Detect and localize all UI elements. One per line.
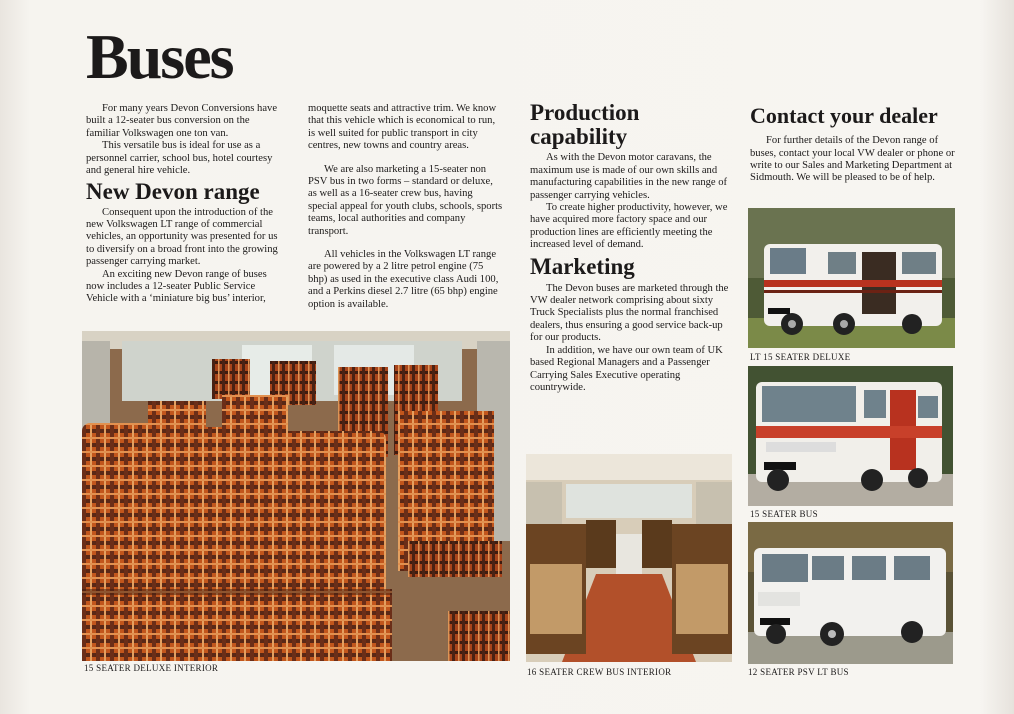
photo-15-seater-bus — [748, 366, 953, 506]
col2-paragraph-2: We are also marketing a 15-seater non PSV bus in two forms – standard or deluxe, as well as a 16-seater crew bus, having special appeal for youth clubs, schools, sports teams, local authorities and company transport. — [308, 163, 503, 237]
photo-15-seater-deluxe-interior — [82, 331, 510, 661]
caption-16-seater-crew-bus-interior: 16 SEATER CREW BUS INTERIOR — [527, 667, 672, 677]
heading-production-2: capability — [530, 124, 628, 150]
intro-paragraph-1: For many years Devon Conversions have built a 12-seater bus conversion on the familiar Volkswagen one ton van. — [86, 103, 278, 139]
column-3 — [530, 101, 730, 394]
contact-paragraph: For further details of the Devon range of buses, contact your local VW dealer or phone or write to our Sales and Marketing Department at Sidmouth. We will be pleased to be of help. — [750, 135, 955, 184]
photo-12-seater-psv-lt-bus — [748, 522, 953, 664]
photo-16-seater-crew-bus-interior — [526, 454, 732, 662]
heading-contact-dealer: Contact your dealer — [750, 103, 938, 128]
caption-lt-15-seater-deluxe: LT 15 SEATER DELUXE — [750, 352, 851, 362]
photo-lt-15-seater-deluxe — [748, 208, 955, 348]
production-paragraph-2: To create higher productivity, however, we have acquired more factory space and our production lines are efficiently meeting the increased level of demand. — [530, 201, 728, 251]
range-paragraph-1: Consequent upon the introduction of the new Volkswagen LT range of commercial vehicles, an opportunity was presented for us to diversify on a broad front into the growing passenger carrying market. — [86, 206, 278, 268]
heading-marketing: Marketing — [530, 253, 635, 279]
caption-15-seater-deluxe-interior: 15 SEATER DELUXE INTERIOR — [84, 663, 219, 673]
caption-12-seater-psv-lt-bus: 12 SEATER PSV LT BUS — [748, 667, 849, 677]
marketing-paragraph-2: In addition, we have our own team of UK based Regional Managers and a Passenger Carrying Sales Executive operating countrywide. — [530, 344, 723, 393]
range-paragraph-2: An exciting new Devon range of buses now includes a 12-seater Public Service Vehicle with a ‘miniature big bus’ interior, — [86, 268, 267, 305]
col2-paragraph-1: moquette seats and attractive trim. We know that this vehicle which is economical to run, is well suited for public transport in city centres, new towns and country areas. — [308, 103, 497, 152]
intro-paragraph-2: This versatile bus is ideal for use as a personnel carrier, school bus, hotel courtesy and general hire vehicle. — [86, 140, 273, 177]
column-2 — [308, 103, 504, 311]
col2-paragraph-3: All vehicles in the Volkswagen LT range are powered by a 2 litre petrol engine (75 bhp) as used in the executive class Audi 100, and a Perkins diesel 2.7 litre (65 bhp) engine option is available. — [308, 249, 499, 310]
heading-production-1: Production — [530, 100, 640, 125]
column-1 — [86, 103, 280, 306]
production-paragraph-1: As with the Devon motor caravans, the maximum use is made of our own skills and manufacturing capabilities in the new range of passenger carrying vehicles. — [530, 152, 728, 201]
page-title: Buses — [86, 21, 233, 92]
caption-15-seater-bus: 15 SEATER BUS — [750, 509, 818, 519]
heading-new-devon-range: New Devon range — [86, 179, 260, 205]
marketing-paragraph-1: The Devon buses are marketed through the VW dealer network comprising about sixty Truck Specialists plus the normal franchised dealers, thus ensuring a good service back-up for our products. — [530, 282, 729, 344]
column-4 — [750, 104, 956, 185]
